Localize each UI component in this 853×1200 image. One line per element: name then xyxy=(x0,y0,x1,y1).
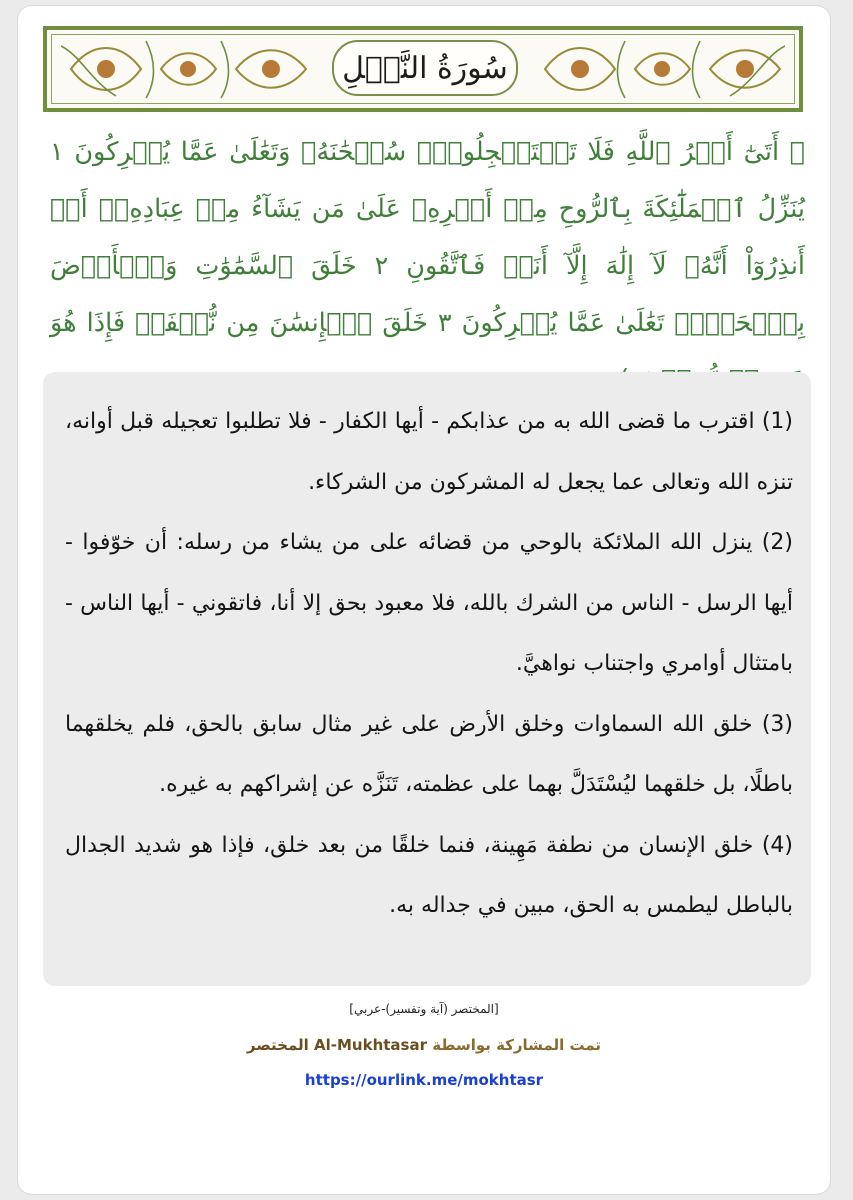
brand-name-ar: المختصر xyxy=(246,1036,309,1054)
surah-banner xyxy=(43,26,803,112)
verses-text: ﴿ أَتَىٰٓ أَمۡرُ ٱللَّهِ فَلَا تَسۡتَعۡجِلُوهُۚ سُبۡحَٰنَهُۥ وَتَعَٰلَىٰ عَمَّا يُشۡرِكُونَ ١ يُنَزِّلُ ٱلۡمَلَٰٓئِكَةَ بِٱلرُّوحِ مِنۡ أَمۡرِهِۦ عَلَىٰ مَن يَشَآءُ مِنۡ عِبَادِهِۦٓ أَنۡ أَنذِرُوٓاْ أَنَّهُۥ لَآ إِلَٰهَ إِلَّآ أَنَا۠ فَٱتَّقُونِ ٢ خَلَقَ ٱلسَّمَٰوَٰتِ وَٱلۡأَرۡضَ بِٱلۡحَقِّۚ تَعَٰلَىٰ عَمَّا يُشۡرِكُونَ ٣ خَلَقَ ٱلۡإِنسَٰنَ مِن نُّطۡفَةٖ فَإِذَا هُوَ xyxy=(50,137,806,338)
card xyxy=(18,6,830,1194)
tafsir-paragraph: (1) اقترب ما قضى الله به من عذابكم - أيها الكفار - فلا تطلبوا تعجيله قبل أوانه، تنزه الله وتعالى عما يجعل له المشركون من الشركاء. xyxy=(65,409,793,495)
brand-name-en: Al-Mukhtasar xyxy=(314,1036,427,1054)
source-label: [المختصر (آية وتفسير)-عربي] xyxy=(349,1002,499,1016)
arabesque-ornament-left-icon xyxy=(535,36,785,102)
quran-verses xyxy=(50,124,805,412)
shared-prefix: تمت المشاركة بواسطة xyxy=(432,1036,602,1054)
tafsir-text xyxy=(65,392,793,937)
website-link[interactable]: https://ourlink.me/mokhtasr xyxy=(304,1071,544,1089)
tafsir-paragraph: (3) خلق الله السماوات وخلق الأرض على غير مثال سابق بالحق، فلم يخلقهما باطلًا، بل خلقهما ليُسْتَدَلَّ بهما على عظمته، تَنَزَّه عن إشراكهم به غيره. xyxy=(65,711,793,797)
tafsir-paragraph: (4) خلق الإنسان من نطفة مَهِينة، فنما خلقًا من بعد خلق، فإذا هو شديد الجدال بالباطل ليطمس به الحق، مبين في جداله به. xyxy=(65,832,793,918)
shared-by-line xyxy=(18,1036,830,1054)
arabesque-ornament-right-icon xyxy=(61,36,311,102)
tafsir-paragraph: (2) ينزل الله الملائكة بالوحي من قضائه على من يشاء من رسله: أن خوّفوا - أيها الرسل - الناس من الشرك بالله، فلا معبود بحق إلا أنا، فاتقوني - أيها الناس - بامتثال أوامري واجتناب نواهيَّ. xyxy=(65,530,793,676)
surah-title-cartouche xyxy=(332,40,518,96)
tafsir-panel xyxy=(43,372,811,986)
surah-title: سُورَةُ النَّحۡلِ xyxy=(342,50,508,86)
